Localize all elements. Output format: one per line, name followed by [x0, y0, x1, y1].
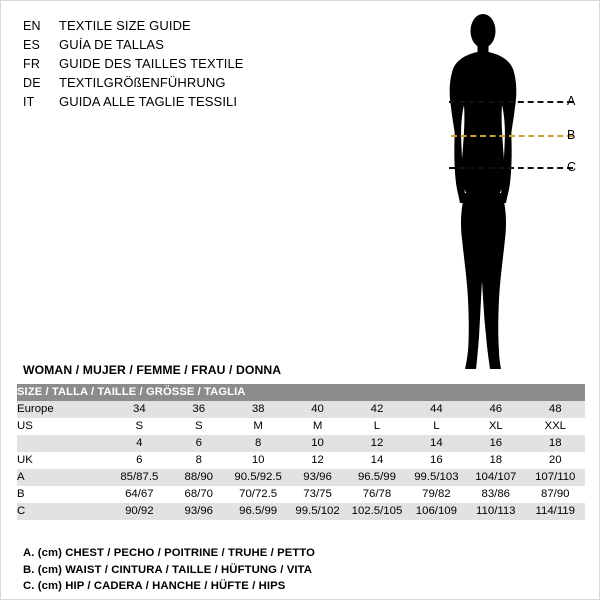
- cell: M: [288, 418, 347, 435]
- measure-line-c: [449, 167, 573, 169]
- cell: 114/119: [525, 503, 585, 520]
- row-label: [17, 435, 110, 452]
- measure-label-a: A: [567, 94, 576, 108]
- cell: 107/110: [525, 469, 585, 486]
- language-row: [23, 73, 353, 92]
- note-b: B. (cm) WAIST / CINTURA / TAILLE / HÜFTUNG / VITA: [23, 563, 312, 576]
- cell: 18: [525, 435, 585, 452]
- cell: 10: [288, 435, 347, 452]
- cell: 6: [110, 452, 169, 469]
- cell: 44: [407, 401, 466, 418]
- cell: 46: [466, 401, 525, 418]
- cell: S: [169, 418, 228, 435]
- size-table: [17, 384, 585, 520]
- cell: 88/90: [169, 469, 228, 486]
- cell: XXL: [525, 418, 585, 435]
- cell: 106/109: [407, 503, 466, 520]
- cell: 8: [228, 435, 287, 452]
- cell: 14: [347, 452, 406, 469]
- cell: 93/96: [169, 503, 228, 520]
- language-code: ES: [23, 38, 41, 52]
- cell: 12: [347, 435, 406, 452]
- cell: 16: [466, 435, 525, 452]
- language-text: TEXTILGRÖßENFÜHRUNG: [59, 75, 226, 90]
- language-row: [23, 54, 353, 73]
- language-text: GUIDE DES TAILLES TEXTILE: [59, 56, 244, 71]
- measure-line-b: [451, 135, 573, 137]
- measure-line-a: [449, 101, 573, 103]
- cell: 4: [110, 435, 169, 452]
- cell: 10: [228, 452, 287, 469]
- table-row: [17, 452, 585, 469]
- row-label: B: [17, 486, 110, 503]
- cell: 12: [288, 452, 347, 469]
- cell: 110/113: [466, 503, 525, 520]
- cell: M: [228, 418, 287, 435]
- cell: L: [347, 418, 406, 435]
- table-header-row: [17, 384, 585, 401]
- cell: S: [110, 418, 169, 435]
- language-row: [23, 92, 353, 111]
- language-text: TEXTILE SIZE GUIDE: [59, 18, 191, 33]
- cell: 73/75: [288, 486, 347, 503]
- cell: 83/86: [466, 486, 525, 503]
- table-row: [17, 401, 585, 418]
- cell: 96.5/99: [228, 503, 287, 520]
- table-row: [17, 486, 585, 503]
- language-row: [23, 35, 353, 54]
- cell: XL: [466, 418, 525, 435]
- cell: 64/67: [110, 486, 169, 503]
- language-code: IT: [23, 95, 35, 109]
- cell: 6: [169, 435, 228, 452]
- language-code: DE: [23, 76, 41, 90]
- cell: 36: [169, 401, 228, 418]
- language-text: GUÍA DE TALLAS: [59, 37, 164, 52]
- silhouette-icon: [421, 7, 591, 377]
- language-header: [23, 16, 353, 111]
- row-label: Europe: [17, 401, 110, 418]
- table-row: [17, 435, 585, 452]
- table-caption: WOMAN / MUJER / FEMME / FRAU / DONNA: [23, 363, 282, 377]
- row-label: C: [17, 503, 110, 520]
- cell: L: [407, 418, 466, 435]
- table-header-label: SIZE / TALLA / TAILLE / GRÖSSE / TAGLIA: [17, 384, 585, 401]
- cell: 8: [169, 452, 228, 469]
- language-text: GUIDA ALLE TAGLIE TESSILI: [59, 94, 238, 109]
- cell: 68/70: [169, 486, 228, 503]
- language-row: [23, 16, 353, 35]
- cell: 70/72.5: [228, 486, 287, 503]
- language-code: EN: [23, 19, 41, 33]
- cell: 87/90: [525, 486, 585, 503]
- cell: 85/87.5: [110, 469, 169, 486]
- cell: 93/96: [288, 469, 347, 486]
- measurement-notes: [23, 545, 543, 595]
- cell: 18: [466, 452, 525, 469]
- cell: 99.5/102: [288, 503, 347, 520]
- cell: 96.5/99: [347, 469, 406, 486]
- cell: 42: [347, 401, 406, 418]
- cell: 40: [288, 401, 347, 418]
- table-row: [17, 418, 585, 435]
- cell: 90.5/92.5: [228, 469, 287, 486]
- note-c: C. (cm) HIP / CADERA / HANCHE / HÜFTE / HIPS: [23, 580, 286, 592]
- female-silhouette-figure: [421, 7, 591, 377]
- cell: 20: [525, 452, 585, 469]
- row-label: A: [17, 469, 110, 486]
- cell: 48: [525, 401, 585, 418]
- table-row: [17, 503, 585, 520]
- cell: 79/82: [407, 486, 466, 503]
- cell: 99.5/103: [407, 469, 466, 486]
- cell: 38: [228, 401, 287, 418]
- language-code: FR: [23, 57, 41, 71]
- row-label: UK: [17, 452, 110, 469]
- cell: 16: [407, 452, 466, 469]
- table-row: [17, 469, 585, 486]
- cell: 34: [110, 401, 169, 418]
- measure-label-c: C: [567, 160, 577, 174]
- cell: 90/92: [110, 503, 169, 520]
- measure-label-b: B: [567, 128, 576, 142]
- cell: 14: [407, 435, 466, 452]
- cell: 104/107: [466, 469, 525, 486]
- note-a: A. (cm) CHEST / PECHO / POITRINE / TRUHE / PETTO: [23, 547, 316, 559]
- row-label: US: [17, 418, 110, 435]
- cell: 102.5/105: [347, 503, 406, 520]
- cell: 76/78: [347, 486, 406, 503]
